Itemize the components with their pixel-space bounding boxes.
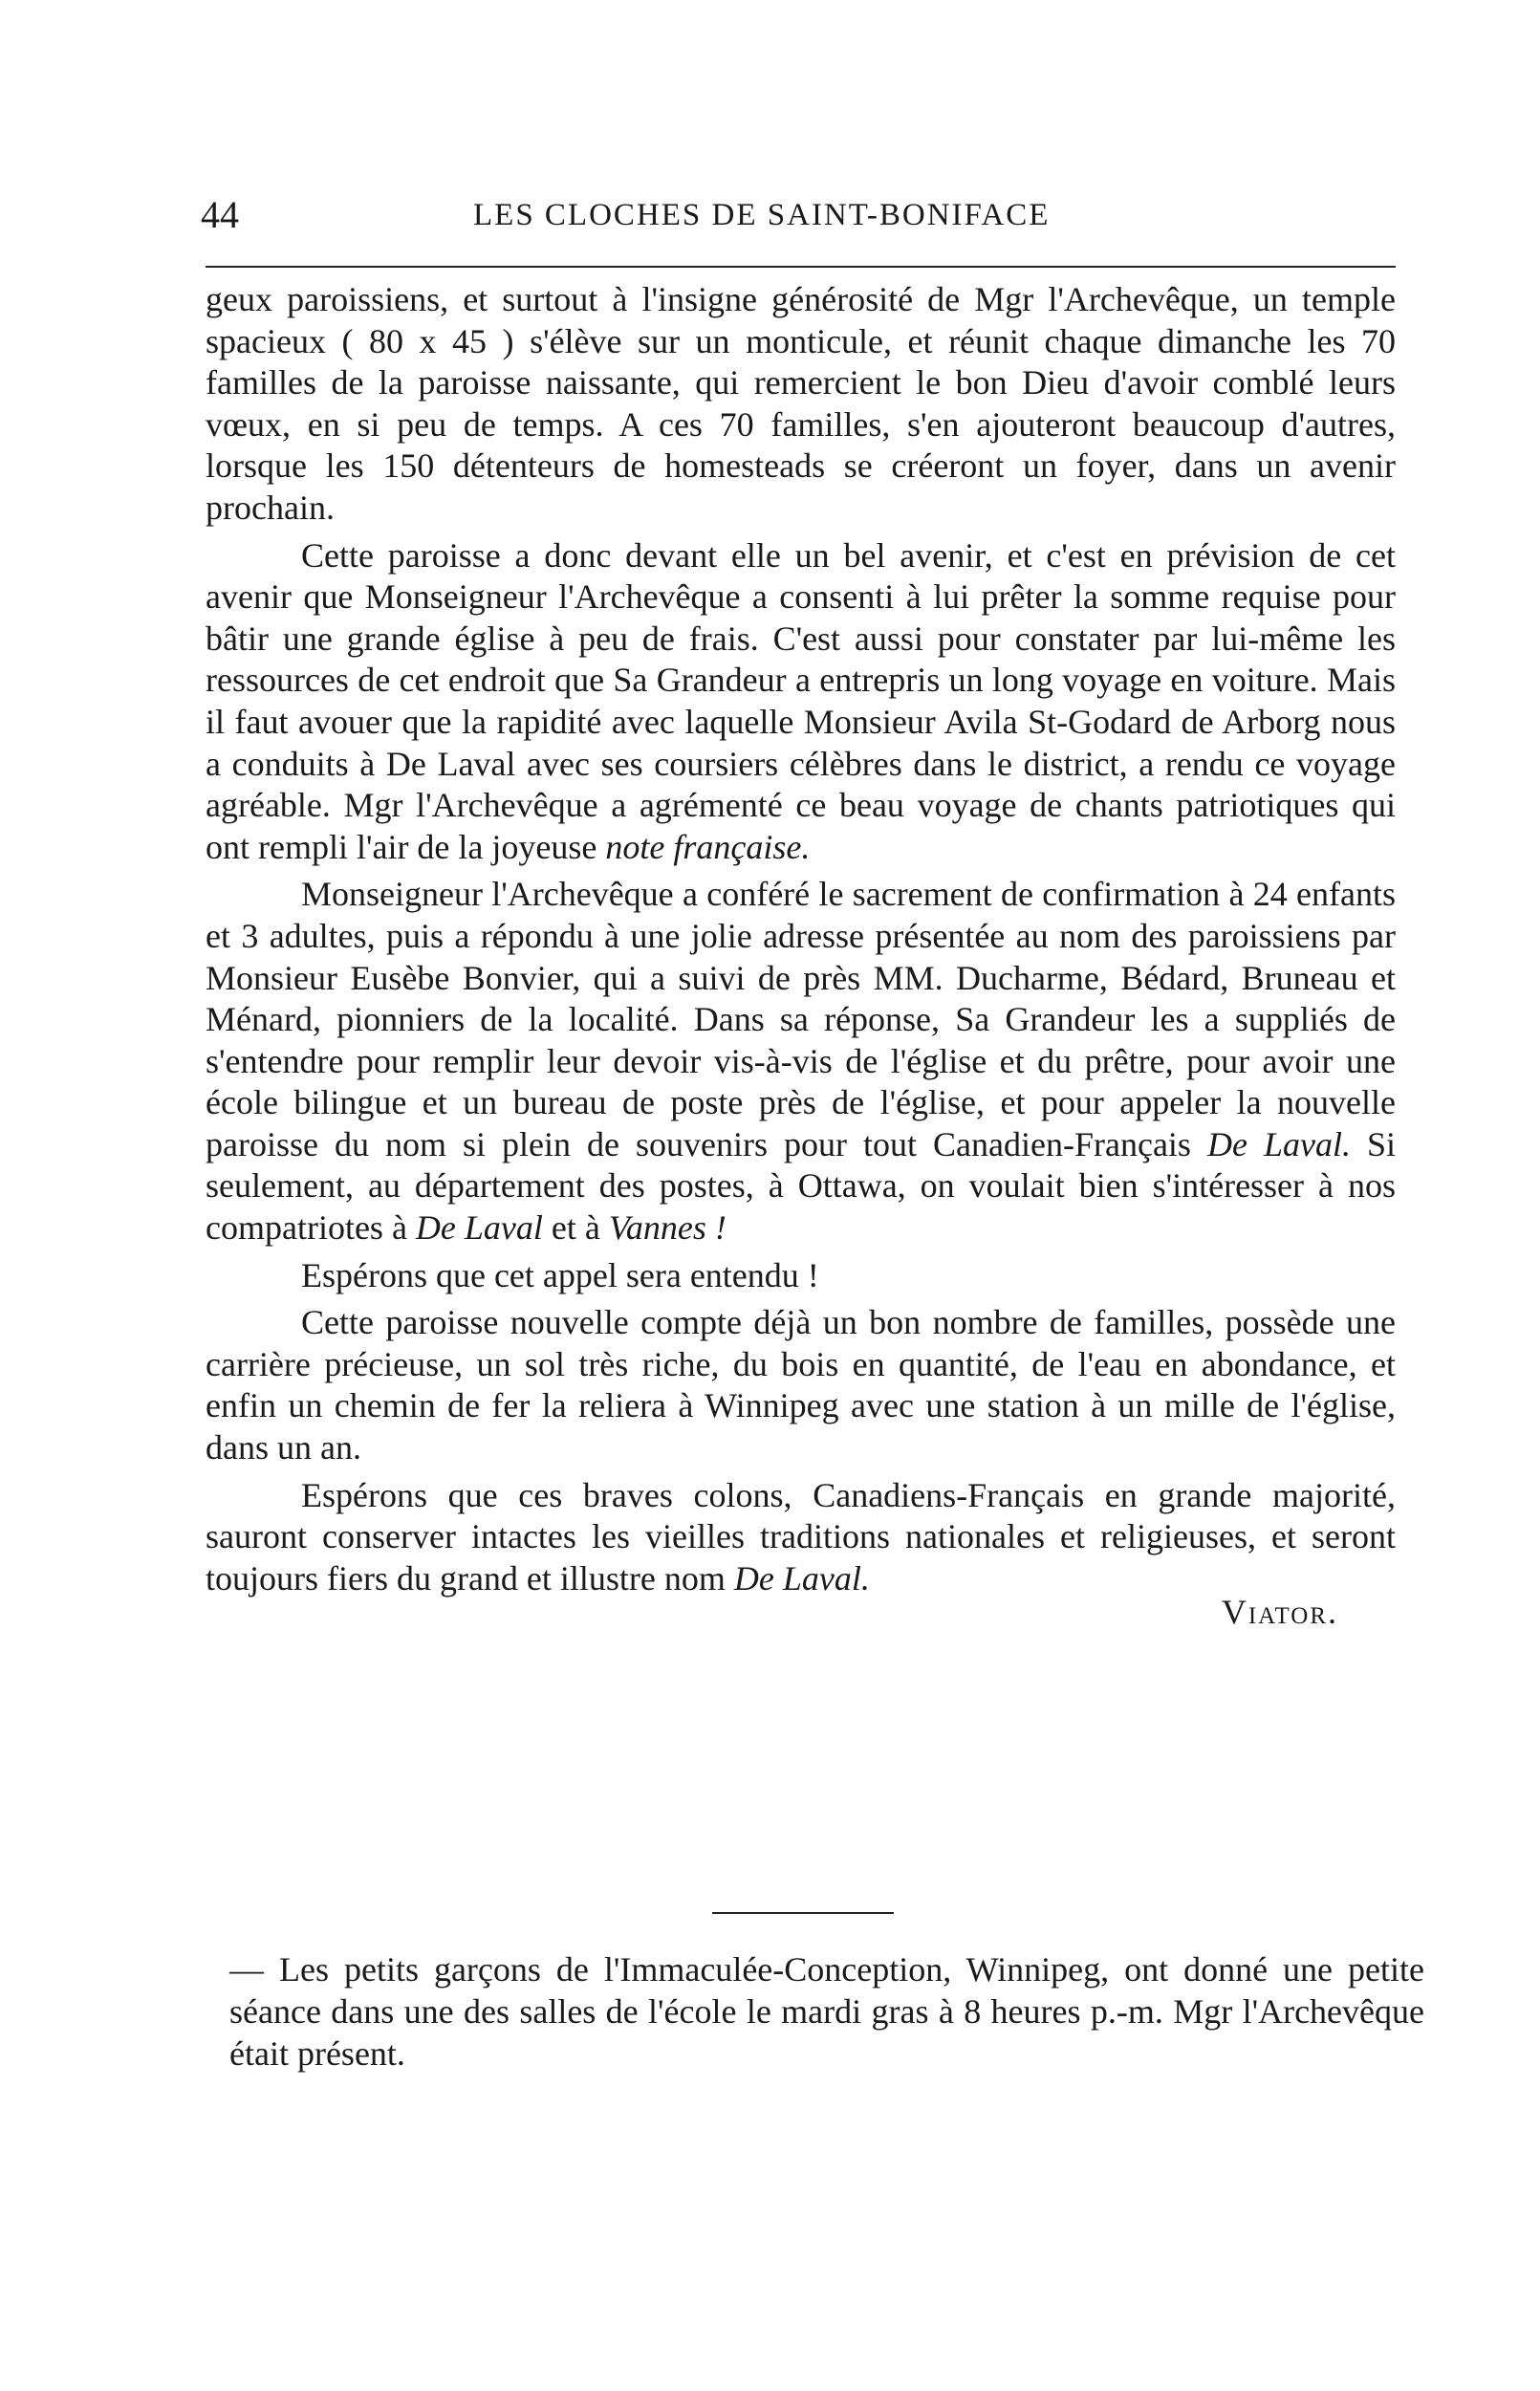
header-rule: [206, 266, 1396, 268]
paragraph-5: [206, 1302, 1396, 1468]
paragraph-6: [206, 1475, 1396, 1600]
paragraph-1: [206, 279, 1396, 530]
italic-text: De Laval: [415, 1208, 543, 1248]
paragraph-4: [206, 1255, 1396, 1297]
paragraph-text: et à: [542, 1208, 609, 1248]
page-number: 44: [201, 193, 239, 236]
paragraph-3: [206, 874, 1396, 1249]
paragraph-2: [206, 535, 1396, 869]
paragraph-text: geux paroissiens, et surtout à l'insigne générosité de Mgr l'Archevêque, un temple spacieux ( 80 x 45 ) s'élève sur un monticule, et réunit chaque dimanche les 70 familles de la paroisse naissante, qui remercient le bon Dieu d'avoir comblé leurs vœux, en si peu de temps. A ces 70 familles, s'en ajouteront beaucoup d'autres, lorsque les 150 détenteurs de homesteads se créeront un foyer, dans un avenir prochain.: [206, 280, 1396, 527]
paragraph-text: Espérons que ces braves colons, Canadiens-Français en grande majorité, sauront conserver intactes les vieilles traditions nationales et religieuses, et seront toujours fiers du grand et illustre nom: [206, 1475, 1396, 1598]
italic-text: Vannes !: [608, 1208, 727, 1248]
running-title: LES CLOCHES DE SAINT-BONIFACE: [473, 198, 1051, 232]
paragraph-text: Monseigneur l'Archevêque a conféré le sacrement de confirmation à 24 enfants et 3 adultes, puis a répondu à une jolie adresse présentée au nom des paroissiens par Monsieur Eusèbe Bonvier, qui a suivi de près MM. Ducharme, Bédard, Bruneau et Ménard, pionniers de la localité. Dans sa réponse, Sa Grandeur les a suppliés de s'entendre pour remplir leur devoir vis-à-vis de l'église et du prêtre, pour avoir une école bilingue et un bureau de poste près de l'église, et pour appeler la nouvelle paroisse du nom si plein de souvenirs pour tout Canadien-Français: [206, 875, 1396, 1163]
paragraph-text: Cette paroisse a donc devant elle un bel avenir, et c'est en prévision de cet avenir que Monseigneur l'Archevêque a consenti à lui prêter la somme requise pour bâtir une grande église à peu de frais. C'est aussi pour constater par lui-même les ressources de cet endroit que Sa Grandeur a entrepris un long voyage en voiture. Mais il faut avouer que la rapidité avec laquelle Monsieur Avila St-Godard de Arborg nous a conduits à De Laval avec ses coursiers célèbres dans le district, a rendu ce voyage agréable. Mgr l'Archevêque a agrémenté ce beau voyage de chants patriotiques qui ont rempli l'air de la joyeuse: [206, 535, 1396, 866]
article-body: [206, 279, 1396, 1634]
page-header: [201, 186, 1396, 244]
paragraph-text: Espérons que cet appel sera entendu !: [301, 1255, 819, 1294]
paragraph-text: Si seulement, au département des postes, à Ottawa, on voulait bien s'intéresser à nos compatriotes à: [206, 1124, 1396, 1248]
italic-text: note française.: [605, 827, 811, 866]
separator-rule: [712, 1912, 894, 1914]
news-note-text: — Les petits garçons de l'Immaculée-Conception, Winnipeg, ont donné une petite séance dans une des salles de l'école le mardi gras à 8 heures p.-m. Mgr l'Archevêque était présent.: [229, 1950, 1424, 2073]
author-signature: Viator.: [1221, 1593, 1338, 1632]
italic-text: De Laval.: [1206, 1124, 1351, 1163]
italic-text: De Laval.: [733, 1558, 870, 1598]
news-note: [229, 1948, 1424, 2075]
paragraph-text: Cette paroisse nouvelle compte déjà un bon nombre de familles, possède une carrière précieuse, un sol très riche, du bois en quantité, de l'eau en abondance, et enfin un chemin de fer la reliera à Winnipeg avec une station à un mille de l'église, dans un an.: [206, 1303, 1396, 1467]
